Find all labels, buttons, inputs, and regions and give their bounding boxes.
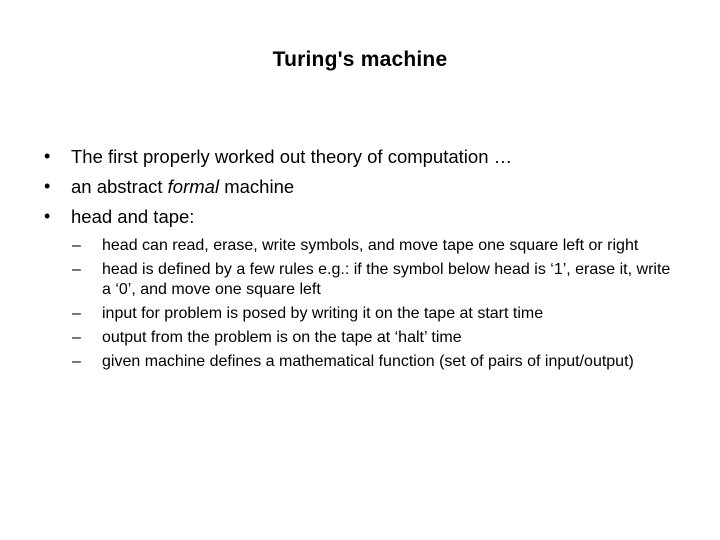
sub-bullet-marker: – bbox=[72, 237, 81, 254]
bullet-marker: • bbox=[44, 176, 51, 196]
bullet-item bbox=[44, 203, 684, 233]
bullet-text-after: machine bbox=[219, 176, 295, 197]
sub-bullet-marker: – bbox=[72, 261, 81, 278]
sub-bullet-text: head can read, erase, write symbols, and move tape one square left or right bbox=[102, 237, 639, 254]
bullet-text: head and tape: bbox=[71, 206, 195, 227]
sub-bullet-text: output from the problem is on the tape at ‘halt’ time bbox=[102, 329, 462, 346]
bullet-marker: • bbox=[44, 206, 51, 226]
sub-bullet-marker: – bbox=[72, 353, 81, 370]
sub-bullet-item bbox=[72, 304, 672, 324]
bullet-list bbox=[44, 143, 684, 233]
sub-bullet-list bbox=[72, 236, 672, 376]
sub-bullet-item bbox=[72, 328, 672, 348]
bullet-text-emphasis: formal bbox=[167, 176, 220, 197]
sub-bullet-text: head is defined by a few rules e.g.: if the symbol below head is ‘1’, erase it, write a ‘0’, and move one square left bbox=[102, 261, 671, 298]
sub-bullet-item bbox=[72, 260, 672, 300]
bullet-text-before: an abstract bbox=[71, 176, 168, 197]
bullet-text: The first properly worked out theory of computation … bbox=[71, 146, 513, 167]
bullet-item bbox=[44, 143, 684, 173]
sub-bullet-text: given machine defines a mathematical function (set of pairs of input/output) bbox=[102, 353, 634, 370]
sub-bullet-marker: – bbox=[72, 329, 81, 346]
sub-bullet-item bbox=[72, 236, 672, 256]
sub-bullet-text: input for problem is posed by writing it on the tape at start time bbox=[102, 305, 544, 322]
slide-title: Turing's machine bbox=[272, 48, 448, 71]
sub-bullet-marker: – bbox=[72, 305, 81, 322]
bullet-item bbox=[44, 173, 684, 203]
sub-bullet-item bbox=[72, 352, 672, 372]
bullet-marker: • bbox=[44, 146, 51, 166]
